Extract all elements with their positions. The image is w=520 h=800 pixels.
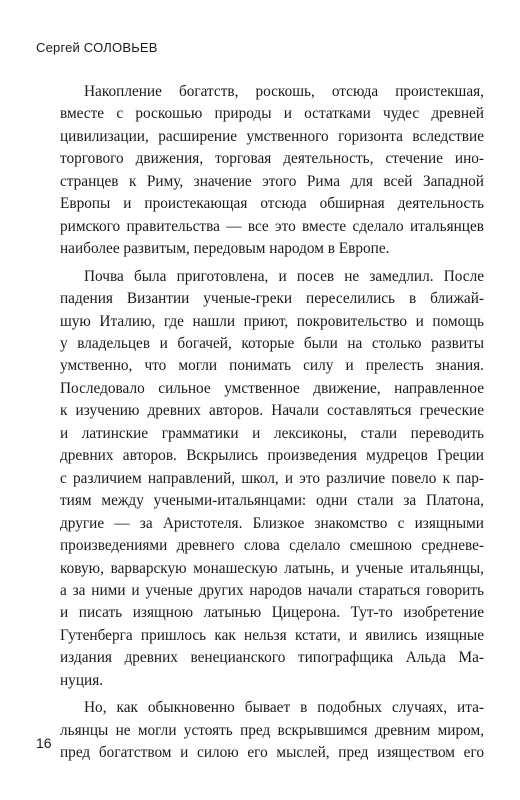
paragraph: [60, 697, 484, 764]
text-line: ковую, варварскую монашескую латынь, и ученые итальянцы,: [60, 559, 484, 577]
text-line: нуция.: [60, 671, 104, 689]
text-line: другие — за Аристотеля. Близкое знакомство с изящными: [60, 514, 484, 532]
text-line: и латинские грамматики и лексиконы, стали переводить: [60, 424, 484, 442]
paragraph: [60, 266, 484, 693]
text-line: Почва была приготовлена, и посев не замедлил. После: [84, 267, 484, 285]
text-line: Гутенберга пришлось как нельзя кстати, и явились изящные: [60, 626, 484, 644]
text-line: странцев к Риму, значение этого Рима для всей Западной: [60, 172, 484, 190]
text-line: умственно, что могли понимать силу и прелесть знания.: [60, 357, 484, 375]
page-number: 16: [36, 735, 52, 751]
paragraph: [60, 81, 484, 261]
text-line: к изучению древних авторов. Начали составляться греческие: [60, 402, 484, 420]
text-line: наиболее развитым, передовым народом в Европе.: [60, 240, 390, 258]
text-line: а за ними и ученые других народов начали стараться говорить: [60, 581, 484, 599]
text-line: цивилизации, расширение умственного горизонта вследствие: [60, 127, 484, 145]
text-line: произведениями древнего слова сделало смешною средневе-: [60, 537, 484, 555]
text-line: у владельцев и богачей, которые были на столько развиты: [60, 334, 484, 352]
running-header: Сергей СОЛОВЬЕВ: [36, 40, 158, 55]
text-line: Европы и проистекающая отсюда обширная деятельность: [60, 195, 484, 213]
text-line: Накопление богатств, роскошь, отсюда проистекшая,: [84, 83, 484, 100]
text-line: древних авторов. Вскрылись произведения мудрецов Греции: [60, 447, 484, 465]
text-line: льянцы не могли устоять пред вскрывшимся древним миром,: [60, 721, 484, 739]
body-text: [60, 81, 484, 765]
text-line: и писать изящною латынью Цицерона. Тут-то изобретение: [60, 604, 484, 622]
text-line: Но, как обыкновенно бывает в подобных случаях, ита-: [84, 699, 484, 717]
text-line: пред богатством и силою его мыслей, пред изяществом его: [60, 744, 484, 762]
text-line: торгового движения, торговая деятельность, стечение ино-: [60, 150, 484, 168]
text-line: издания древних венецианского типографщика Альда Ма-: [60, 649, 484, 667]
text-line: римского правительства — все это вместе сделало итальянцев: [60, 217, 484, 235]
text-line: шую Италию, где нашли приют, покровительство и помощь: [60, 312, 484, 330]
text-line: тиям между учеными-итальянцами: одни стали за Платона,: [60, 492, 484, 510]
text-line: вместе с роскошью природы и остатками чудес древней: [60, 105, 484, 123]
text-line: Последовало сильное умственное движение, направленное: [60, 379, 484, 397]
text-line: падения Византии ученые-греки переселились в ближай-: [60, 290, 484, 308]
text-line: с различием направлений, школ, и это различие повело к пар-: [60, 469, 484, 487]
